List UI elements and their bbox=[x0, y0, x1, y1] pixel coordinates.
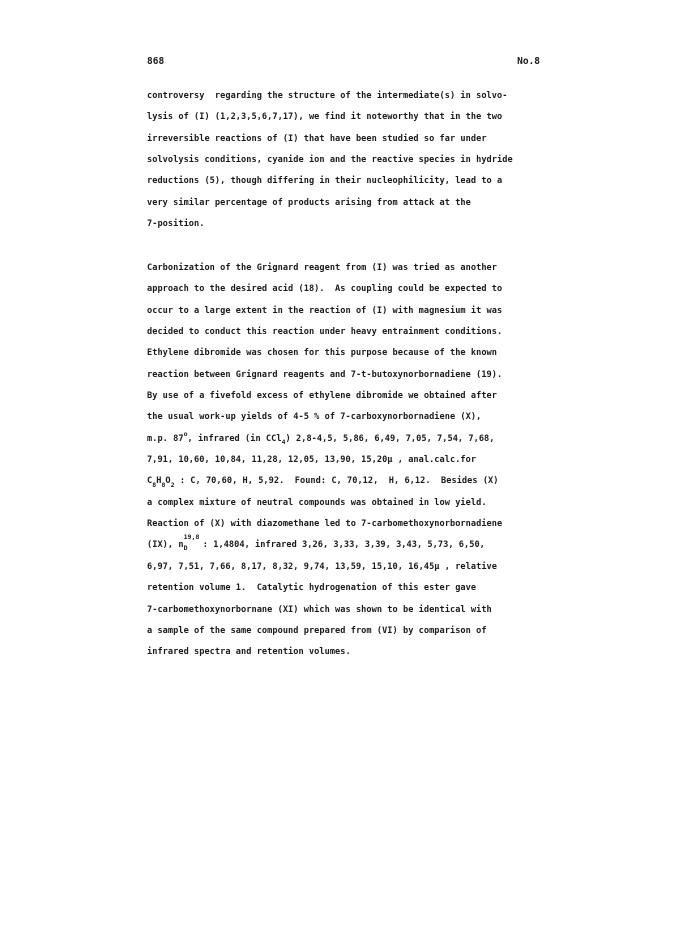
element-symbol: O bbox=[165, 476, 171, 487]
element-symbol: H bbox=[156, 476, 162, 487]
text-line: 6,97, 7,51, 7,66, 8,17, 8,32, 9,74, 13,59, 15,10, 16,45µ , relative bbox=[147, 561, 497, 572]
text-run: : 1,4804, infrared 3,26, 3,33, 3,39, 3,43, 5,73, 6,50, bbox=[197, 540, 485, 551]
refractive-index-scripts bbox=[183, 532, 200, 552]
element-symbol: C bbox=[147, 476, 153, 487]
text-line: 7-position. bbox=[147, 219, 205, 230]
text-line: 7-carbomethoxynorbornane (XI) which was shown to be identical with bbox=[147, 604, 492, 615]
subscript: 8 bbox=[161, 481, 166, 490]
text-line: controversy regarding the structure of the intermediate(s) in solvo- bbox=[147, 91, 508, 101]
text-run: : C, 70,60, H, 5,92. Found: C, 70,12, H, 6,12. Besides (X) bbox=[174, 476, 499, 487]
text-line: By use of a fivefold excess of ethylene dibromide we obtained after bbox=[147, 391, 497, 402]
text-line: a sample of the same compound prepared from (VI) by comparison of bbox=[147, 625, 487, 636]
paragraph-2 bbox=[147, 258, 547, 664]
text-line: the usual work-up yields of 4-5 % of 7-carboxynorbornadiene (X), bbox=[147, 412, 482, 423]
text-line: infrared spectra and retention volumes. bbox=[147, 647, 351, 658]
text-line-with-formula bbox=[147, 429, 547, 450]
text-run: m.p. 87 bbox=[147, 433, 184, 444]
subscript: 2 bbox=[170, 481, 175, 490]
text-line: approach to the desired acid (18). As coupling could be expected to bbox=[147, 284, 503, 295]
refractive-index-line bbox=[147, 532, 547, 556]
text-line: a complex mixture of neutral compounds was obtained in low yield. bbox=[147, 497, 487, 508]
text-line: reductions (5), though differing in their nucleophilicity, lead to a bbox=[147, 176, 503, 187]
text-line: Ethylene dibromide was chosen for this purpose because of the known bbox=[147, 348, 497, 359]
paragraph-1 bbox=[147, 86, 547, 235]
journal-issue-number: No.8 bbox=[517, 56, 540, 67]
text-line: retention volume 1. Catalytic hydrogenation of this ester gave bbox=[147, 583, 477, 594]
text-run: , infrared (in CCl bbox=[187, 433, 282, 444]
text-run: (IX), n bbox=[147, 540, 184, 551]
text-line: reaction between Grignard reagents and 7-t-butoxynorbornadiene (19). bbox=[147, 369, 503, 380]
subscript: 4 bbox=[281, 438, 286, 447]
text-run: ) 2,8-4,5, 5,86, 6,49, 7,05, 7,54, 7,68, bbox=[285, 433, 495, 444]
text-line: decided to conduct this reaction under heavy entrainment conditions. bbox=[147, 327, 503, 338]
text-line: Reaction of (X) with diazomethane led to 7-carbomethoxynorbornadiene bbox=[147, 519, 503, 530]
text-line: 7,91, 10,60, 10,84, 11,28, 12,05, 13,90, 15,20µ , anal.calc.for bbox=[147, 455, 477, 466]
text-line: irreversible reactions of (I) that have been studied so far under bbox=[147, 133, 487, 144]
subscript: D bbox=[183, 543, 188, 552]
page-number: 868 bbox=[147, 56, 165, 67]
text-line: occur to a large extent in the reaction of (I) with magnesium it was bbox=[147, 305, 503, 316]
text-line: solvolysis conditions, cyanide ion and the reactive species in hydride bbox=[147, 155, 513, 166]
degree-superscript: o bbox=[183, 429, 188, 438]
subscript: 8 bbox=[152, 481, 157, 490]
page-header bbox=[147, 56, 540, 70]
text-line: very similar percentage of products arising from attack at the bbox=[147, 197, 471, 208]
superscript: 19,8 bbox=[183, 532, 200, 541]
text-line: lysis of (I) (1,2,3,5,6,7,17), we find it noteworthy that in the two bbox=[147, 112, 503, 123]
text-line: Carbonization of the Grignard reagent from (I) was tried as another bbox=[147, 263, 497, 273]
formula-line bbox=[147, 471, 547, 492]
